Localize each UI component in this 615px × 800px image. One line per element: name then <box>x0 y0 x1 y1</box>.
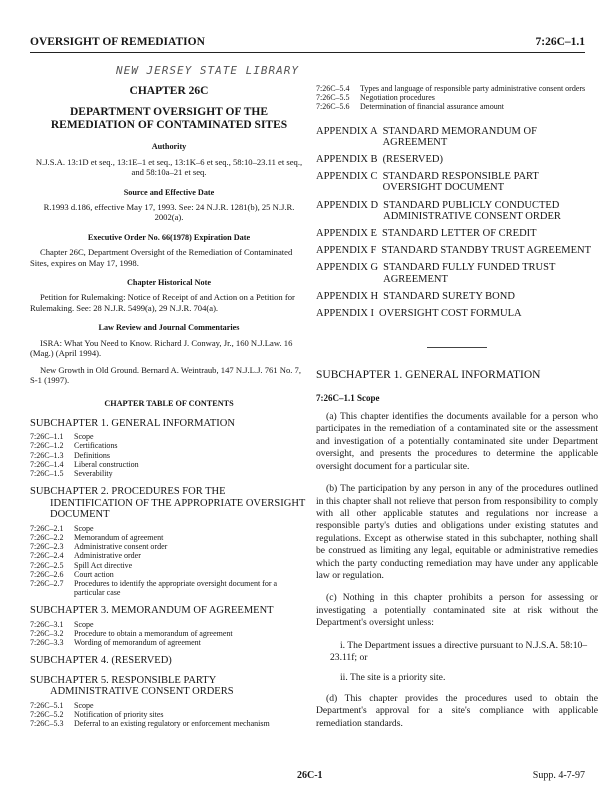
appendix-list <box>316 126 598 320</box>
subchapter-heading: SUBCHAPTER 1. GENERAL INFORMATION <box>316 369 541 382</box>
toc-section-title: Severability <box>74 469 113 479</box>
appendix-item <box>316 245 598 256</box>
appendix-item <box>316 308 598 319</box>
toc-section-number: 7:26C–3.3 <box>30 638 64 648</box>
note-heading: Executive Order No. 66(1978) Expiration Date <box>87 232 251 242</box>
paragraph-d: (d) This chapter provides the procedures used to obtain the Department's approval for a site's compliance with applicable remediation standards. <box>316 692 598 729</box>
appendix-title: STANDARD RESPONSIBLE PART OVERSIGHT DOCUMENT <box>382 171 539 194</box>
supplement-date: Supp. 4-7-97 <box>532 770 585 781</box>
toc-subchapter-title-cont: ADMINISTRATIVE CONSENT ORDERS <box>50 686 234 698</box>
toc-section-title: Certifications <box>74 441 118 451</box>
right-column <box>316 84 598 740</box>
note-heading: Law Review and Journal Commentaries <box>98 323 240 333</box>
toc-section-title: Types and language of responsible party administrative consent orders <box>360 84 586 93</box>
toc-section-title: Definitions <box>74 450 110 460</box>
note-body: Chapter 26C, Department Oversight of the Remediation of Contaminated Sites, expires on May 17, 1998. <box>30 247 293 268</box>
toc-section-number: 7:26C–1.1 <box>30 432 64 442</box>
toc-row <box>30 432 308 441</box>
toc-row <box>30 441 308 450</box>
toc-section-number: 7:26C–1.2 <box>30 441 64 451</box>
section-divider <box>427 347 487 348</box>
appendix-title: STANDARD FULLY FUNDED TRUST AGREEMENT <box>383 262 556 285</box>
toc-subchapter-title: SUBCHAPTER 3. MEMORANDUM OF AGREEMENT <box>30 605 274 617</box>
toc-section-number: 7:26C–2.4 <box>30 551 64 561</box>
note-body: ISRA: What You Need to Know. Richard J. Conway, Jr., 160 N.J.Law. 16 (Mag.) (April 1994). <box>30 337 293 359</box>
toc-subchapter-title: SUBCHAPTER 4. (RESERVED) <box>30 655 172 667</box>
toc-section-title: Scope <box>74 619 94 629</box>
appendix-title: STANDARD MEMORANDUM OF AGREEMENT <box>382 125 537 148</box>
appendix-label: APPENDIX B <box>316 154 378 166</box>
toc-row <box>30 469 308 478</box>
toc-section-number: 7:26C–5.4 <box>316 84 350 93</box>
toc-row <box>30 719 308 728</box>
toc-row <box>316 93 598 102</box>
note-heading: Authority <box>151 142 187 152</box>
toc-row <box>30 524 308 533</box>
toc-section-number: 7:26C–5.3 <box>30 719 64 729</box>
toc-section-title: Court action <box>74 569 114 579</box>
toc-section-number: 7:26C–2.1 <box>30 523 64 533</box>
toc-title: CHAPTER TABLE OF CONTENTS <box>104 399 234 409</box>
toc-row <box>30 451 308 460</box>
toc-subchapter-heading <box>30 486 308 521</box>
library-stamp: NEW JERSEY STATE LIBRARY <box>116 64 299 77</box>
chapter-title: DEPARTMENT OVERSIGHT OF THE REMEDIATION OF CONTAMINATED SITES <box>50 106 288 132</box>
note-body: Petition for Rulemaking: Notice of Receipt of and Action on a Petition for Rulemaking. See: 28 N.J.R. 5499(a), 29 N.J.R. 704(a). <box>30 292 295 313</box>
table-of-contents <box>30 418 308 729</box>
appendix-item <box>316 154 598 165</box>
toc-row <box>30 638 308 647</box>
toc-section-title: Administrative consent order <box>74 542 168 552</box>
toc-section-number: 7:26C–2.7 <box>30 578 64 588</box>
toc-subchapter-heading <box>30 605 308 617</box>
running-header <box>30 36 585 53</box>
toc-section-title: Spill Act directive <box>74 560 133 570</box>
appendix-item <box>316 262 598 284</box>
toc-section-title: Wording of memorandum of agreement <box>74 638 201 648</box>
toc-row <box>30 561 308 570</box>
appendix-label: APPENDIX D <box>316 199 379 211</box>
toc-section-title: Determination of financial assurance amount <box>360 102 504 112</box>
toc-row <box>30 460 308 469</box>
appendix-title: STANDARD STANDBY TRUST AGREEMENT <box>381 245 591 257</box>
toc-section-title: Procedures to identify the appropriate oversight document for a particular case <box>74 578 278 598</box>
appendix-title: STANDARD LETTER OF CREDIT <box>381 228 537 240</box>
header-title: OVERSIGHT OF REMEDIATION <box>30 36 205 48</box>
appendix-item <box>316 200 598 222</box>
appendix-item <box>316 171 598 193</box>
appendix-item <box>316 291 598 302</box>
appendix-item <box>316 126 598 148</box>
note-heading: Chapter Historical Note <box>127 278 211 288</box>
paragraph-a: (a) This chapter identifies the documents available for a person who participates in the remediation of a contaminated site or the assessment and investigation of a potentially contaminated site under Department oversight, and presents the procedures to determine the applicable oversight document for a particular site. <box>316 411 598 472</box>
note-body: New Growth in Old Ground. Bernard A. Weintraub, 147 N.J.L.J. 761 No. 7, S-1 (1997). <box>30 364 301 385</box>
chapter-number: CHAPTER 26C <box>129 85 209 97</box>
appendix-title: STANDARD PUBLICLY CONDUCTED ADMINISTRATIVE CONSENT ORDER <box>383 199 561 222</box>
toc-section-number: 7:26C–2.2 <box>30 532 64 542</box>
left-column <box>30 84 308 729</box>
appendix-label: APPENDIX C <box>316 171 378 183</box>
appendix-title: OVERSIGHT COST FORMULA <box>379 308 522 320</box>
toc-section-title: Scope <box>74 700 94 710</box>
toc-row <box>30 629 308 638</box>
toc-subchapter-title: SUBCHAPTER 2. PROCEDURES FOR THE <box>30 486 226 498</box>
toc-section-title: Administrative order <box>74 551 141 561</box>
toc-section-number: 7:26C–5.1 <box>30 700 64 710</box>
paragraph-c-item-i: i. The Department issues a directive pursuant to N.J.S.A. 58:10–23.11f; or <box>330 639 588 663</box>
toc-section-title: Liberal construction <box>74 459 139 469</box>
toc-row <box>316 84 598 93</box>
toc-row <box>30 620 308 629</box>
paragraph-c-item-ii: ii. The site is a priority site. <box>340 672 446 684</box>
toc-section-title: Scope <box>74 432 94 442</box>
header-section-number: 7:26C–1.1 <box>535 36 585 48</box>
toc-row <box>30 710 308 719</box>
toc-section-title: Deferral to an existing regulatory or enforcement mechanism <box>74 719 270 729</box>
toc-row <box>30 579 308 597</box>
paragraph-c: (c) Nothing in this chapter prohibits a person for assessing or investigating a potentially contaminated site at risk without the Department's oversight unless: <box>316 592 598 629</box>
toc-section-number: 7:26C–2.3 <box>30 542 64 552</box>
toc-section-number: 7:26C–3.1 <box>30 619 64 629</box>
toc-subchapter-title-cont: IDENTIFICATION OF THE APPROPRIATE OVERSIGHT DOCUMENT <box>50 497 306 521</box>
note-heading: Source and Effective Date <box>123 187 215 197</box>
appendix-title: (RESERVED) <box>382 154 443 166</box>
note-body: R.1993 d.186, effective May 17, 1993. See: 24 N.J.R. 1281(b), 25 N.J.R. 2002(a). <box>43 202 295 223</box>
toc-row <box>30 701 308 710</box>
toc-row <box>30 542 308 551</box>
toc-subchapter-heading <box>30 675 308 698</box>
toc-section-number: 7:26C–3.2 <box>30 629 64 639</box>
appendix-label: APPENDIX A <box>316 125 378 137</box>
toc-section-number: 7:26C–5.2 <box>30 710 64 720</box>
appendix-item <box>316 228 598 239</box>
toc-section-title: Procedure to obtain a memorandum of agreement <box>74 629 233 639</box>
appendix-label: APPENDIX F <box>316 245 377 257</box>
toc-subchapter-heading <box>30 655 308 667</box>
toc-section-number: 7:26C–1.3 <box>30 450 64 460</box>
appendix-label: APPENDIX G <box>316 262 379 274</box>
toc-section-title: Negotiation procedures <box>360 93 435 103</box>
note-body: N.J.S.A. 13:1D et seq., 13:1E–1 et seq., 13:1K–6 et seq., 58:10–23.11 et seq., and 58:10a–21 et seq. <box>35 156 303 178</box>
appendix-label: APPENDIX I <box>316 308 375 320</box>
toc-continued <box>316 84 598 112</box>
toc-section-title: Scope <box>74 523 94 533</box>
toc-subchapter-title: SUBCHAPTER 1. GENERAL INFORMATION <box>30 417 235 429</box>
toc-section-number: 7:26C–1.5 <box>30 469 64 479</box>
toc-section-number: 7:26C–5.5 <box>316 93 350 103</box>
page-number: 26C-1 <box>297 770 323 781</box>
chapter-notes <box>30 142 308 385</box>
section-heading: 7:26C–1.1 Scope <box>316 392 380 403</box>
toc-section-number: 7:26C–2.5 <box>30 560 64 570</box>
toc-section-number: 7:26C–5.6 <box>316 102 350 112</box>
toc-row <box>30 551 308 560</box>
toc-subchapter-heading <box>30 418 308 430</box>
toc-subchapter-title: SUBCHAPTER 5. RESPONSIBLE PARTY <box>30 674 217 686</box>
toc-row <box>30 533 308 542</box>
toc-section-title: Notification of priority sites <box>74 710 164 720</box>
toc-row <box>316 102 598 111</box>
appendix-label: APPENDIX E <box>316 228 377 240</box>
appendix-label: APPENDIX H <box>316 290 379 302</box>
appendix-title: STANDARD SURETY BOND <box>383 290 515 302</box>
toc-section-title: Memorandum of agreement <box>74 532 164 542</box>
toc-section-number: 7:26C–1.4 <box>30 459 64 469</box>
toc-row <box>30 570 308 579</box>
paragraph-b: (b) The participation by any person in any of the procedures outlined in this chapter shall not relieve that person from responsibility to comply with all other applicable statutes and regulations nor increase a responsible party's duties and obligations under existing statutes and regulations. Except as otherwise stated in this subchapter, nothing shall be construed as limiting any legal, equitable or administrative remedies which the party conducting remediation may have under any applicable law or regulation. <box>316 483 598 581</box>
toc-section-number: 7:26C–2.6 <box>30 569 64 579</box>
